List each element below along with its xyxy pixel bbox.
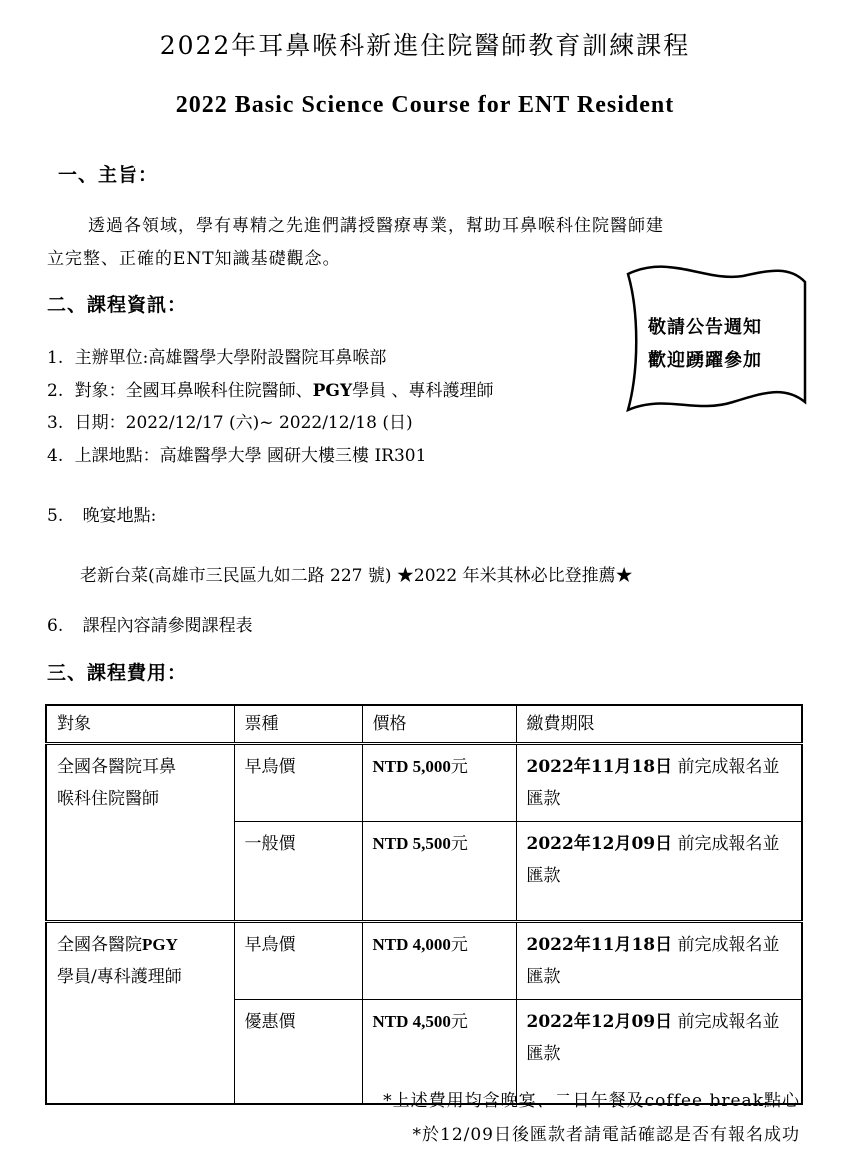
- section-heading-fees: 三、課程費用：: [47, 662, 188, 684]
- page-title-english: 2022 Basic Science Course for ENT Resident: [175, 92, 675, 118]
- deadline-cell: [516, 744, 802, 822]
- price-unit: 元: [450, 1012, 468, 1032]
- info-item-location: [47, 441, 426, 466]
- audience-line: [57, 929, 224, 961]
- deadline-text: 前完成報名並匯款: [526, 757, 780, 809]
- list-item-text-bold: PGY: [312, 381, 353, 401]
- list-item-text: 對象：全國耳鼻喉科住院醫師、: [74, 381, 313, 401]
- audience-cell: [46, 922, 234, 1104]
- deadline-text: 前完成報名並匯款: [526, 935, 780, 987]
- audience-text: 全國各醫院: [57, 935, 142, 955]
- price-cell: [362, 922, 516, 1000]
- info-item-schedule: [47, 611, 253, 636]
- list-item-text: 課程內容請參閱課程表: [82, 616, 253, 636]
- fee-note-confirm: *於12/09日後匯款者請電話確認是否有報名成功: [412, 1125, 800, 1145]
- list-number: 4.: [47, 446, 64, 466]
- column-header-ticket: 票種: [234, 705, 362, 744]
- price-unit: 元: [450, 935, 468, 955]
- table-row: [46, 922, 802, 1000]
- table-header-row: [46, 705, 802, 744]
- info-item-organizer: [47, 343, 386, 368]
- section-heading-purpose: 一、主旨：: [58, 164, 159, 186]
- price-cell: [362, 822, 516, 922]
- info-item-audience: [47, 376, 493, 401]
- column-header-deadline: 繳費期限: [516, 705, 802, 744]
- fee-table: [45, 704, 803, 1105]
- ticket-type-cell: 一般價: [234, 822, 362, 922]
- ticket-type-cell: 早鳥價: [234, 922, 362, 1000]
- fee-note-included: *上述費用均含晚宴、二日午餐及coffee break點心: [383, 1091, 800, 1111]
- list-item-text-rest: 學員 、專科護理師: [352, 381, 494, 401]
- notice-line2: 歡迎踴躍參加: [648, 350, 762, 371]
- list-item-text: 上課地點：高雄醫學大學 國研大樓三樓 IR301: [74, 446, 427, 466]
- purpose-text-line1: 透過各領域，學有專精之先進們講授醫療專業，幫助耳鼻喉科住院醫師建: [88, 216, 664, 236]
- column-header-audience: 對象: [46, 705, 234, 744]
- price-unit: 元: [450, 834, 468, 854]
- purpose-text-line2: 立完整、正確的ENT知識基礎觀念。: [47, 249, 341, 269]
- deadline-cell: [516, 822, 802, 922]
- page-title-chinese: 2022年耳鼻喉科新進住院醫師教育訓練課程: [159, 31, 691, 60]
- deadline-date: 2022年12月09日: [526, 834, 673, 854]
- list-number: 3.: [47, 413, 64, 433]
- deadline-date: 2022年11月18日: [526, 757, 673, 777]
- list-item-text: 主辦單位:高雄醫學大學附設醫院耳鼻喉部: [74, 348, 387, 368]
- info-item-date: [47, 408, 413, 433]
- list-item-text: 日期：2022/12/17 (六)~ 2022/12/18 (日): [74, 413, 413, 433]
- audience-line: 喉科住院醫師: [57, 789, 159, 809]
- audience-cell: [46, 744, 234, 922]
- audience-line: 全國各醫院耳鼻: [57, 757, 176, 777]
- price-value: NTD 4,500: [372, 1012, 451, 1031]
- deadline-cell: [516, 922, 802, 1000]
- list-number: 5.: [47, 506, 64, 526]
- audience-line: 學員/專科護理師: [57, 967, 182, 987]
- price-unit: 元: [450, 757, 468, 777]
- list-number: 1.: [47, 348, 64, 368]
- notice-flag-shape: [625, 262, 808, 418]
- deadline-date: 2022年11月18日: [526, 935, 673, 955]
- price-cell: [362, 744, 516, 822]
- list-number: 2.: [47, 381, 64, 401]
- table-row: [46, 744, 802, 822]
- price-value: NTD 4,000: [372, 935, 451, 954]
- list-number: 6.: [47, 616, 64, 636]
- audience-text-bold: PGY: [142, 935, 178, 954]
- deadline-text: 前完成報名並匯款: [526, 1012, 780, 1064]
- notice-line1: 敬請公告週知: [648, 317, 762, 338]
- banquet-detail: 老新台菜(高雄市三民區九如二路 227 號) ★2022 年米其林必比登推薦★: [80, 566, 633, 586]
- ticket-type-cell: 優惠價: [234, 1000, 362, 1104]
- price-value: NTD 5,500: [372, 834, 451, 853]
- ticket-type-cell: 早鳥價: [234, 744, 362, 822]
- deadline-date: 2022年12月09日: [526, 1012, 673, 1032]
- price-value: NTD 5,000: [372, 757, 451, 776]
- column-header-price: 價格: [362, 705, 516, 744]
- section-heading-course-info: 二、課程資訊：: [47, 294, 188, 316]
- info-item-banquet: [47, 501, 156, 526]
- deadline-text: 前完成報名並匯款: [526, 834, 780, 886]
- list-item-text: 晚宴地點:: [82, 506, 157, 526]
